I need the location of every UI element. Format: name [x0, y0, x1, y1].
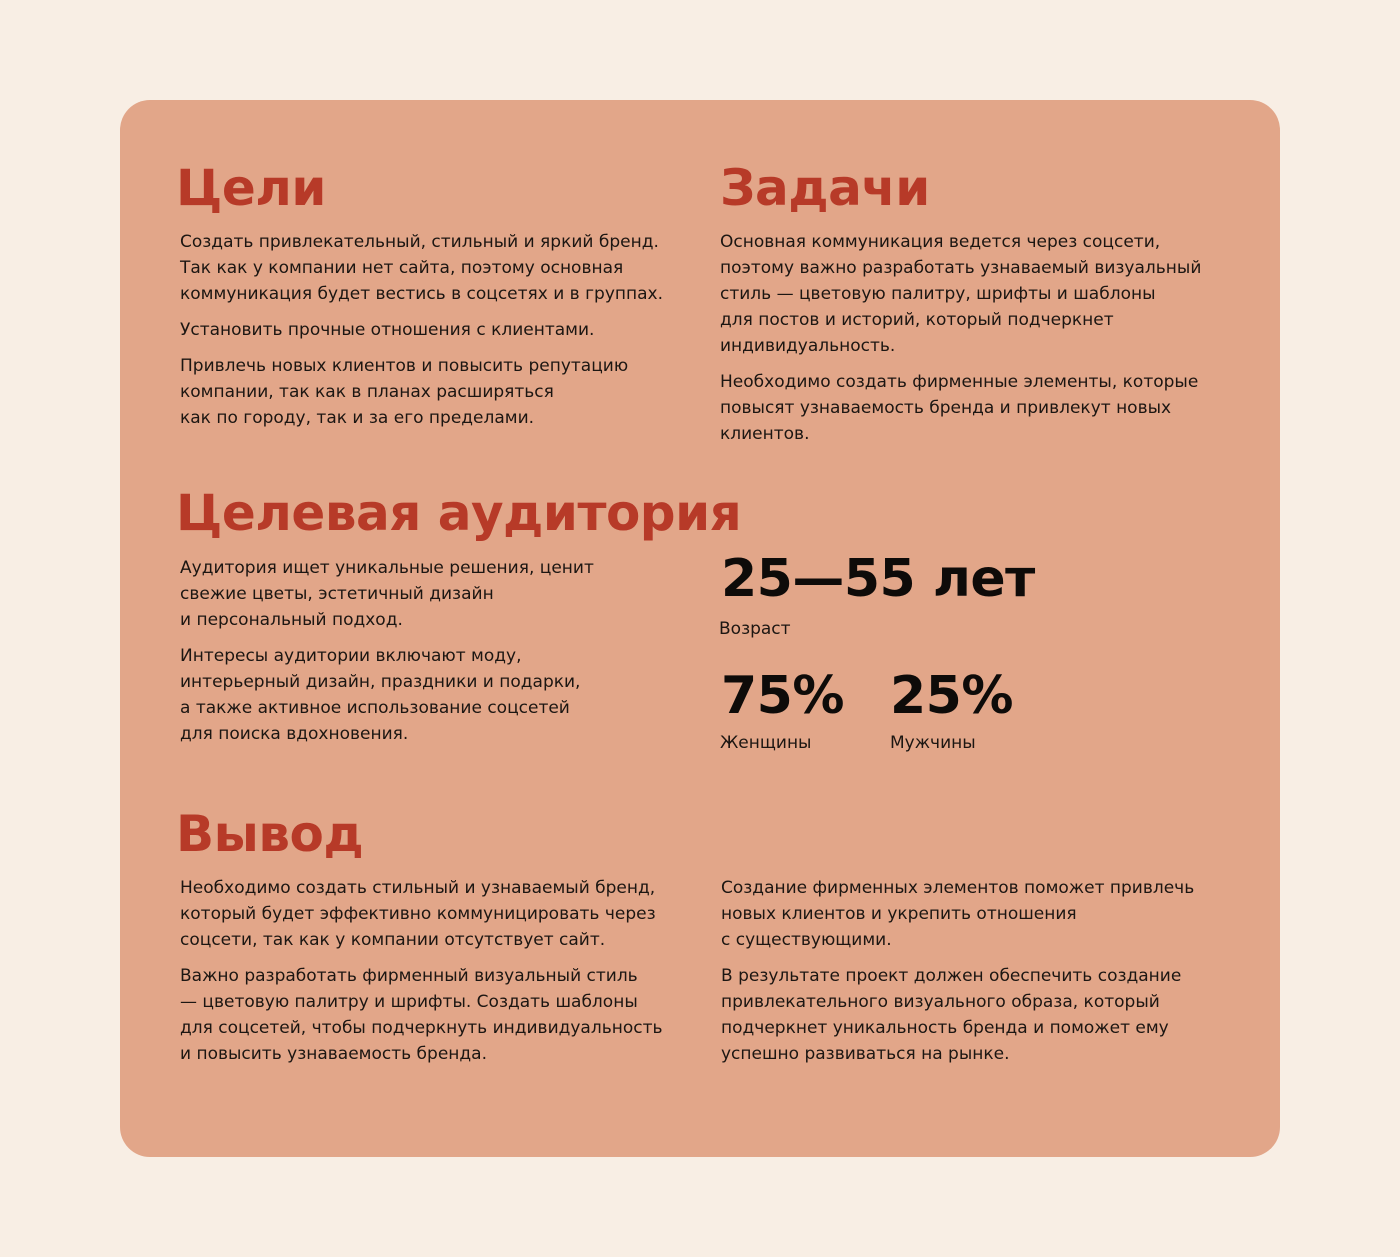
goals-heading: Цели: [176, 159, 326, 217]
audience-paragraph: Интересы аудитории включают моду, интерьерный дизайн, праздники и подарки, а также активное использование соцсетей для поиска вдохновения.: [180, 646, 581, 744]
tasks-paragraph: Необходимо создать фирменные элементы, которые повысят узнаваемость бренда и привлекут новых клиентов.: [720, 372, 1199, 444]
conclusion-right-text: [721, 875, 1251, 1067]
age-value: 25—55 лет: [721, 549, 1035, 609]
men-label: Мужчины: [890, 733, 976, 753]
men-percent: 25%: [890, 666, 1013, 726]
audience-heading: Целевая аудитория: [176, 484, 742, 542]
tasks-text: [720, 229, 1250, 447]
conclusion-paragraph: Необходимо создать стильный и узнаваемый бренд, который будет эффективно коммуницировать через соцсети, так как у компании отсутствует сайт.: [180, 878, 656, 950]
tasks-paragraph: Основная коммуникация ведется через соцсети, поэтому важно разработать узнаваемый визуальный стиль — цветовую палитру, шрифты и шаблоны для постов и историй, который подчеркнет индивидуальность.: [720, 232, 1202, 356]
audience-paragraph: Аудитория ищет уникальные решения, ценит свежие цветы, эстетичный дизайн и персональный подход.: [180, 558, 594, 630]
conclusion-paragraph: Важно разработать фирменный визуальный стиль — цветовую палитру и шрифты. Создать шаблоны для соцсетей, чтобы подчеркнуть индивидуальность и повысить узнаваемость бренда.: [180, 966, 663, 1064]
conclusion-paragraph: Создание фирменных элементов поможет привлечь новых клиентов и укрепить отношения с существующими.: [721, 878, 1195, 950]
women-percent: 75%: [721, 666, 844, 726]
conclusion-left-text: [180, 875, 700, 1067]
age-label: Возраст: [719, 619, 791, 639]
goals-text: [180, 229, 700, 431]
tasks-heading: Задачи: [720, 159, 930, 217]
audience-text: [180, 555, 680, 747]
conclusion-heading: Вывод: [176, 805, 364, 863]
women-label: Женщины: [720, 733, 812, 753]
content-card: [120, 100, 1280, 1157]
conclusion-paragraph: В результате проект должен обеспечить создание привлекательного визуального образа, который подчеркнет уникальность бренда и поможет ему успешно развиваться на рынке.: [721, 966, 1182, 1064]
goals-paragraph: Привлечь новых клиентов и повысить репутацию компании, так как в планах расширяться как по городу, так и за его пределами.: [180, 356, 629, 428]
goals-paragraph: Установить прочные отношения с клиентами.: [180, 320, 595, 340]
goals-paragraph: Создать привлекательный, стильный и яркий бренд. Так как у компании нет сайта, поэтому основная коммуникация будет вестись в соцсетях и в группах.: [180, 232, 663, 304]
